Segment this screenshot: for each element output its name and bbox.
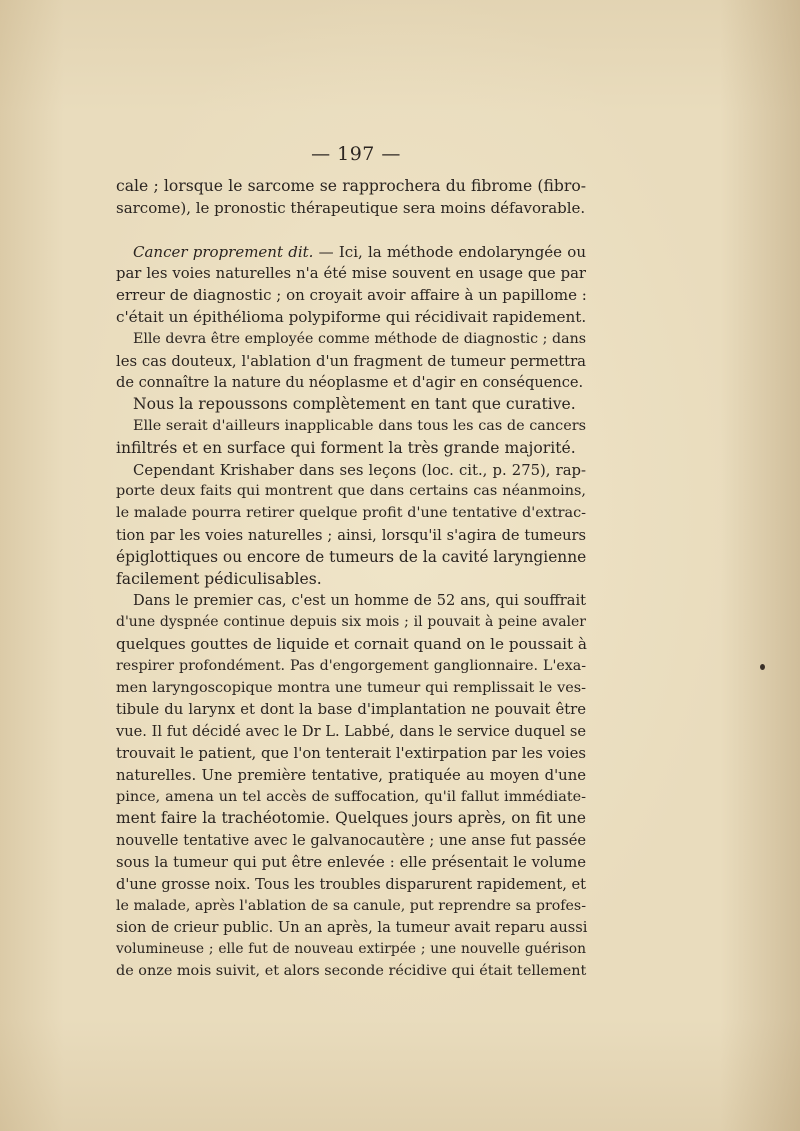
text-line: vue. Il fut décidé avec le Dr L. Labbé, dans le service duquel se: [116, 723, 586, 741]
text-line: tibule du larynx et dont la base d'implantation ne pouvait être: [116, 701, 586, 719]
text-span: — Ici, la méthode endolaryngée ou: [313, 242, 586, 261]
text-line: épiglottiques ou encore de tumeurs de la cavité laryngienne: [116, 547, 587, 566]
text-line: facilement pédiculisables.: [116, 569, 322, 588]
text-line: pince, amena un tel accès de suffocation, qu'il fallut immédiate-: [116, 788, 586, 805]
text-line: [116, 242, 586, 264]
text-line: tion par les voies naturelles ; ainsi, lorsqu'il s'agira de tumeurs: [116, 526, 586, 544]
text-line: respirer profondément. Pas d'engorgement ganglionnaire. L'exa-: [116, 657, 586, 674]
text-line: porte deux faits qui montrent que dans certains cas néanmoins,: [116, 483, 586, 500]
text-line: de onze mois suivit, et alors seconde récidive qui était tellement: [116, 962, 587, 979]
text-line: d'une grosse noix. Tous les troubles disparurent rapidement, et: [116, 875, 586, 893]
text-line: volumineuse ; elle fut de nouveau extirpée ; une nouvelle guérison: [116, 941, 586, 958]
text-line: de connaître la nature du néoplasme et d'agir en conséquence.: [116, 374, 584, 392]
text-line: naturelles. Une première tentative, pratiquée au moyen d'une: [116, 766, 586, 784]
text-line: sarcome), le pronostic thérapeutique sera moins défavorable.: [116, 198, 586, 217]
text-line: Dans le premier cas, c'est un homme de 52 ans, qui souffrait: [133, 592, 586, 610]
text-line: nouvelle tentative avec le galvanocautère ; une anse fut passée: [116, 832, 586, 850]
text-line: les cas douteux, l'ablation d'un fragment de tumeur permettra: [116, 352, 586, 370]
body-text: [116, 176, 586, 983]
text-line: le malade, après l'ablation de sa canule, put reprendre sa profes-: [116, 897, 586, 914]
text-line: cale ; lorsque le sarcome se rapprochera du fibrome (fibro-: [116, 177, 586, 195]
text-line: c'était un épithélioma polypiforme qui récidivait rapidement.: [116, 307, 587, 326]
text-line: trouvait le patient, que l'on tenterait l'extirpation par les voies: [116, 744, 586, 762]
text-line: Elle serait d'ailleurs inapplicable dans tous les cas de cancers: [133, 417, 586, 434]
page-number: — 197 —: [311, 143, 401, 165]
text-line: ment faire la trachéotomie. Quelques jours après, on fit une: [116, 809, 586, 828]
text-line: quelques gouttes de liquide et cornait quand on le poussait à: [116, 634, 587, 653]
text-line: Elle devra être employée comme méthode de diagnostic ; dans: [133, 330, 586, 347]
text-line: Nous la repoussons complètement en tant que curative.: [133, 395, 576, 414]
text-line: le malade pourra retirer quelque profit d'une tentative d'extrac-: [116, 505, 586, 522]
text-line: erreur de diagnostic ; on croyait avoir affaire à un papillome :: [116, 286, 587, 305]
text-line: sous la tumeur qui put être enlevée : elle présentait le volume: [116, 853, 586, 871]
section-heading-italic: Cancer proprement dit.: [133, 242, 314, 261]
ink-spot: [760, 664, 765, 670]
paragraph-gap: [116, 220, 586, 242]
text-line: infiltrés et en surface qui forment la très grande majorité.: [116, 438, 576, 457]
text-line: Cependant Krishaber dans ses leçons (loc. cit., p. 275), rap-: [133, 461, 586, 479]
text-line: men laryngoscopique montra une tumeur qui remplissait le ves-: [116, 679, 586, 696]
text-line: par les voies naturelles n'a été mise souvent en usage que par: [116, 265, 586, 283]
text-line: d'une dyspnée continue depuis six mois ; il pouvait à peine avaler: [116, 614, 586, 631]
text-line: sion de crieur public. Un an après, la tumeur avait reparu aussi: [116, 919, 588, 937]
